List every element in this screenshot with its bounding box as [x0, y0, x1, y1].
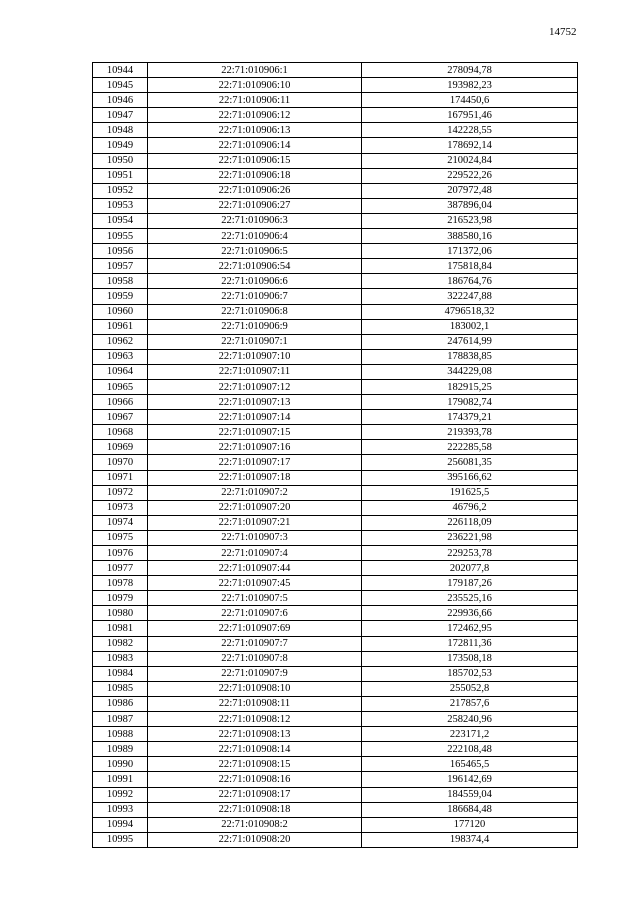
cadastral-number-cell: 22:71:010908:10	[148, 681, 362, 696]
table-row	[93, 787, 578, 802]
cadastral-number-cell: 22:71:010906:54	[148, 259, 362, 274]
table-row	[93, 727, 578, 742]
table-row	[93, 530, 578, 545]
row-number-cell: 10945	[93, 78, 148, 93]
row-number-cell: 10975	[93, 530, 148, 545]
row-number-cell: 10951	[93, 168, 148, 183]
value-cell: 258240,96	[362, 712, 578, 727]
value-cell: 229253,78	[362, 546, 578, 561]
row-number-cell: 10949	[93, 138, 148, 153]
table-row	[93, 274, 578, 289]
cadastral-number-cell: 22:71:010907:17	[148, 455, 362, 470]
cadastral-number-cell: 22:71:010908:11	[148, 696, 362, 711]
table-row	[93, 681, 578, 696]
table-row	[93, 213, 578, 228]
cadastral-number-cell: 22:71:010906:12	[148, 108, 362, 123]
page-number: 14752	[549, 26, 577, 38]
table-row	[93, 817, 578, 832]
table-row	[93, 666, 578, 681]
row-number-cell: 10948	[93, 123, 148, 138]
value-cell: 388580,16	[362, 229, 578, 244]
row-number-cell: 10995	[93, 832, 148, 847]
table-row	[93, 832, 578, 847]
row-number-cell: 10979	[93, 591, 148, 606]
cadastral-number-cell: 22:71:010906:11	[148, 93, 362, 108]
cadastral-number-cell: 22:71:010906:14	[148, 138, 362, 153]
value-cell: 219393,78	[362, 425, 578, 440]
value-cell: 171372,06	[362, 244, 578, 259]
cadastral-number-cell: 22:71:010907:7	[148, 636, 362, 651]
value-cell: 222285,58	[362, 440, 578, 455]
cadastral-number-cell: 22:71:010908:16	[148, 772, 362, 787]
cadastral-number-cell: 22:71:010906:3	[148, 213, 362, 228]
cadastral-number-cell: 22:71:010907:45	[148, 576, 362, 591]
table-row	[93, 289, 578, 304]
row-number-cell: 10962	[93, 334, 148, 349]
cadastral-number-cell: 22:71:010907:5	[148, 591, 362, 606]
value-cell: 177120	[362, 817, 578, 832]
row-number-cell: 10988	[93, 727, 148, 742]
table-row	[93, 349, 578, 364]
value-cell: 175818,84	[362, 259, 578, 274]
row-number-cell: 10992	[93, 787, 148, 802]
value-cell: 183002,1	[362, 319, 578, 334]
row-number-cell: 10993	[93, 802, 148, 817]
value-cell: 165465,5	[362, 757, 578, 772]
table-row	[93, 515, 578, 530]
table-row	[93, 153, 578, 168]
cadastral-number-cell: 22:71:010907:2	[148, 485, 362, 500]
value-cell: 236221,98	[362, 530, 578, 545]
table-row	[93, 500, 578, 515]
value-cell: 4796518,32	[362, 304, 578, 319]
row-number-cell: 10965	[93, 379, 148, 394]
row-number-cell: 10968	[93, 425, 148, 440]
row-number-cell: 10987	[93, 712, 148, 727]
row-number-cell: 10963	[93, 349, 148, 364]
table-row	[93, 470, 578, 485]
value-cell: 174450,6	[362, 93, 578, 108]
value-cell: 186764,76	[362, 274, 578, 289]
row-number-cell: 10981	[93, 621, 148, 636]
value-cell: 172462,95	[362, 621, 578, 636]
cadastral-number-cell: 22:71:010906:18	[148, 168, 362, 183]
table-row	[93, 636, 578, 651]
value-cell: 174379,21	[362, 410, 578, 425]
cadastral-number-cell: 22:71:010907:14	[148, 410, 362, 425]
value-cell: 256081,35	[362, 455, 578, 470]
table-row	[93, 425, 578, 440]
row-number-cell: 10971	[93, 470, 148, 485]
row-number-cell: 10967	[93, 410, 148, 425]
value-cell: 344229,08	[362, 364, 578, 379]
table-row	[93, 334, 578, 349]
table-row	[93, 93, 578, 108]
value-cell: 178692,14	[362, 138, 578, 153]
cadastral-number-cell: 22:71:010907:10	[148, 349, 362, 364]
cadastral-number-cell: 22:71:010906:7	[148, 289, 362, 304]
table-row	[93, 304, 578, 319]
row-number-cell: 10966	[93, 395, 148, 410]
table-row	[93, 63, 578, 78]
value-cell: 217857,6	[362, 696, 578, 711]
cadastral-number-cell: 22:71:010907:15	[148, 425, 362, 440]
table-row	[93, 183, 578, 198]
row-number-cell: 10984	[93, 666, 148, 681]
value-cell: 182915,25	[362, 379, 578, 394]
value-cell: 198374,4	[362, 832, 578, 847]
table-row	[93, 576, 578, 591]
row-number-cell: 10974	[93, 515, 148, 530]
cadastral-number-cell: 22:71:010906:6	[148, 274, 362, 289]
cadastral-number-cell: 22:71:010906:10	[148, 78, 362, 93]
cadastral-number-cell: 22:71:010908:13	[148, 727, 362, 742]
cadastral-number-cell: 22:71:010907:6	[148, 606, 362, 621]
row-number-cell: 10983	[93, 651, 148, 666]
cadastral-number-cell: 22:71:010906:15	[148, 153, 362, 168]
table-row	[93, 546, 578, 561]
value-cell: 173508,18	[362, 651, 578, 666]
row-number-cell: 10978	[93, 576, 148, 591]
table-row	[93, 696, 578, 711]
table-row	[93, 440, 578, 455]
value-cell: 193982,23	[362, 78, 578, 93]
table-row	[93, 78, 578, 93]
row-number-cell: 10947	[93, 108, 148, 123]
cadastral-number-cell: 22:71:010907:9	[148, 666, 362, 681]
row-number-cell: 10950	[93, 153, 148, 168]
row-number-cell: 10955	[93, 229, 148, 244]
table-row	[93, 108, 578, 123]
cadastral-number-cell: 22:71:010906:8	[148, 304, 362, 319]
cadastral-number-cell: 22:71:010908:15	[148, 757, 362, 772]
cadastral-number-cell: 22:71:010907:69	[148, 621, 362, 636]
value-cell: 186684,48	[362, 802, 578, 817]
value-cell: 191625,5	[362, 485, 578, 500]
value-cell: 179187,26	[362, 576, 578, 591]
value-cell: 185702,53	[362, 666, 578, 681]
value-cell: 278094,78	[362, 63, 578, 78]
cadastral-number-cell: 22:71:010907:11	[148, 364, 362, 379]
table-row	[93, 395, 578, 410]
table-row	[93, 651, 578, 666]
cadastral-number-cell: 22:71:010908:14	[148, 742, 362, 757]
table-row	[93, 138, 578, 153]
table-row	[93, 259, 578, 274]
row-number-cell: 10980	[93, 606, 148, 621]
table-row	[93, 591, 578, 606]
row-number-cell: 10982	[93, 636, 148, 651]
value-cell: 387896,04	[362, 198, 578, 213]
value-cell: 247614,99	[362, 334, 578, 349]
row-number-cell: 10961	[93, 319, 148, 334]
value-cell: 196142,69	[362, 772, 578, 787]
cadastral-number-cell: 22:71:010908:20	[148, 832, 362, 847]
value-cell: 207972,48	[362, 183, 578, 198]
value-cell: 235525,16	[362, 591, 578, 606]
row-number-cell: 10994	[93, 817, 148, 832]
cadastral-number-cell: 22:71:010907:13	[148, 395, 362, 410]
row-number-cell: 10956	[93, 244, 148, 259]
value-cell: 223171,2	[362, 727, 578, 742]
row-number-cell: 10969	[93, 440, 148, 455]
cadastral-value-table	[92, 62, 578, 848]
cadastral-number-cell: 22:71:010906:13	[148, 123, 362, 138]
value-cell: 178838,85	[362, 349, 578, 364]
value-cell: 179082,74	[362, 395, 578, 410]
row-number-cell: 10952	[93, 183, 148, 198]
table-row	[93, 123, 578, 138]
value-cell: 229522,26	[362, 168, 578, 183]
cadastral-number-cell: 22:71:010908:18	[148, 802, 362, 817]
table-row	[93, 379, 578, 394]
cadastral-number-cell: 22:71:010907:44	[148, 561, 362, 576]
cadastral-number-cell: 22:71:010906:26	[148, 183, 362, 198]
cadastral-number-cell: 22:71:010908:2	[148, 817, 362, 832]
cadastral-number-cell: 22:71:010907:8	[148, 651, 362, 666]
value-cell: 184559,04	[362, 787, 578, 802]
table-row	[93, 802, 578, 817]
table-row	[93, 621, 578, 636]
value-cell: 167951,46	[362, 108, 578, 123]
value-cell: 46796,2	[362, 500, 578, 515]
cadastral-number-cell: 22:71:010907:3	[148, 530, 362, 545]
row-number-cell: 10986	[93, 696, 148, 711]
table-row	[93, 455, 578, 470]
cadastral-number-cell: 22:71:010907:20	[148, 500, 362, 515]
value-cell: 142228,55	[362, 123, 578, 138]
table-row	[93, 772, 578, 787]
table-row	[93, 229, 578, 244]
cadastral-number-cell: 22:71:010907:16	[148, 440, 362, 455]
row-number-cell: 10954	[93, 213, 148, 228]
row-number-cell: 10946	[93, 93, 148, 108]
table-row	[93, 561, 578, 576]
cadastral-number-cell: 22:71:010907:21	[148, 515, 362, 530]
row-number-cell: 10990	[93, 757, 148, 772]
value-cell: 395166,62	[362, 470, 578, 485]
table-row	[93, 198, 578, 213]
row-number-cell: 10991	[93, 772, 148, 787]
value-cell: 210024,84	[362, 153, 578, 168]
cadastral-number-cell: 22:71:010907:12	[148, 379, 362, 394]
row-number-cell: 10959	[93, 289, 148, 304]
value-cell: 172811,36	[362, 636, 578, 651]
table-row	[93, 742, 578, 757]
cadastral-number-cell: 22:71:010906:27	[148, 198, 362, 213]
value-cell: 226118,09	[362, 515, 578, 530]
table-row	[93, 606, 578, 621]
cadastral-number-cell: 22:71:010907:1	[148, 334, 362, 349]
cadastral-number-cell: 22:71:010908:12	[148, 712, 362, 727]
row-number-cell: 10976	[93, 546, 148, 561]
table-row	[93, 712, 578, 727]
value-cell: 202077,8	[362, 561, 578, 576]
table-row	[93, 410, 578, 425]
cadastral-number-cell: 22:71:010906:9	[148, 319, 362, 334]
row-number-cell: 10944	[93, 63, 148, 78]
row-number-cell: 10970	[93, 455, 148, 470]
row-number-cell: 10957	[93, 259, 148, 274]
table-row	[93, 364, 578, 379]
table-body	[93, 63, 578, 848]
cadastral-number-cell: 22:71:010906:5	[148, 244, 362, 259]
value-cell: 322247,88	[362, 289, 578, 304]
cadastral-number-cell: 22:71:010907:18	[148, 470, 362, 485]
row-number-cell: 10977	[93, 561, 148, 576]
cadastral-number-cell: 22:71:010907:4	[148, 546, 362, 561]
row-number-cell: 10989	[93, 742, 148, 757]
value-cell: 222108,48	[362, 742, 578, 757]
value-cell: 229936,66	[362, 606, 578, 621]
row-number-cell: 10973	[93, 500, 148, 515]
value-cell: 216523,98	[362, 213, 578, 228]
table-row	[93, 757, 578, 772]
table-row	[93, 168, 578, 183]
row-number-cell: 10964	[93, 364, 148, 379]
table-row	[93, 485, 578, 500]
row-number-cell: 10985	[93, 681, 148, 696]
cadastral-number-cell: 22:71:010908:17	[148, 787, 362, 802]
table-row	[93, 244, 578, 259]
cadastral-number-cell: 22:71:010906:1	[148, 63, 362, 78]
value-cell: 255052,8	[362, 681, 578, 696]
table-row	[93, 319, 578, 334]
row-number-cell: 10953	[93, 198, 148, 213]
row-number-cell: 10958	[93, 274, 148, 289]
row-number-cell: 10960	[93, 304, 148, 319]
cadastral-number-cell: 22:71:010906:4	[148, 229, 362, 244]
row-number-cell: 10972	[93, 485, 148, 500]
